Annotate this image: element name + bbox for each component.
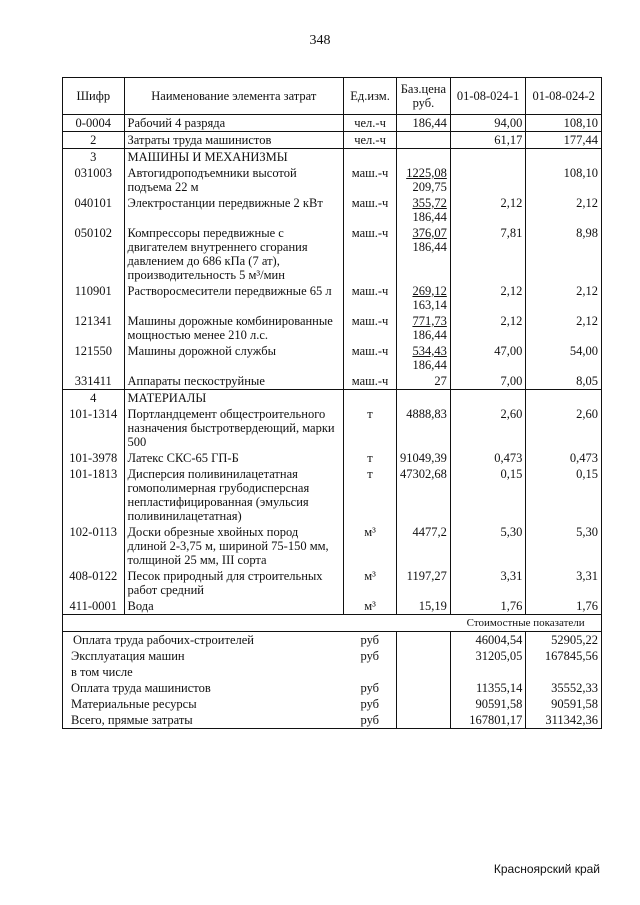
cell-base-price bbox=[396, 225, 450, 283]
cell-col2: 2,12 bbox=[526, 195, 602, 225]
summary-caption: Стоимостные показатели bbox=[450, 615, 601, 632]
cell-col1: 1,76 bbox=[450, 598, 526, 615]
summary-spacer bbox=[396, 712, 450, 729]
cell-base-price bbox=[396, 524, 450, 568]
table-row bbox=[63, 283, 602, 313]
cell-col2: 0,473 bbox=[526, 450, 602, 466]
cell-unit: чел.-ч bbox=[344, 115, 397, 132]
summary-label: Всего, прямые затраты bbox=[63, 712, 344, 729]
base-price-value: 15,19 bbox=[418, 599, 447, 613]
cell-code: 031003 bbox=[63, 165, 125, 195]
summary-label: Материальные ресурсы bbox=[63, 696, 344, 712]
cell-name: Латекс СКС-65 ГП-Б bbox=[124, 450, 344, 466]
base-price-value: 376,07 bbox=[412, 226, 447, 240]
cell-col2: 108,10 bbox=[526, 115, 602, 132]
base-price-labor-value: 186,44 bbox=[412, 210, 447, 224]
base-price-value: 269,12 bbox=[412, 284, 447, 298]
base-price-value: 534,43 bbox=[412, 344, 447, 358]
table-header-row bbox=[63, 78, 602, 115]
cell-unit: маш.-ч bbox=[344, 165, 397, 195]
cell-col2: 2,12 bbox=[526, 313, 602, 343]
cell-col2: 2,12 bbox=[526, 283, 602, 313]
cell-col1 bbox=[450, 165, 526, 195]
base-price-value: 4477,2 bbox=[412, 525, 447, 539]
summary-col1: 11355,14 bbox=[450, 680, 526, 696]
summary-row bbox=[63, 632, 602, 649]
cell-name: Автогидроподъемники высотой подъема 22 м bbox=[124, 165, 344, 195]
cell-name: Растворосмесители передвижные 65 л bbox=[124, 283, 344, 313]
summary-col1: 46004,54 bbox=[450, 632, 526, 649]
table-row bbox=[63, 524, 602, 568]
cell-name: Вода bbox=[124, 598, 344, 615]
base-price-labor-value: 186,44 bbox=[412, 328, 447, 342]
cell-name: Электростанции передвижные 2 кВт bbox=[124, 195, 344, 225]
cell-name: Аппараты пескоструйные bbox=[124, 373, 344, 390]
summary-row bbox=[63, 648, 602, 664]
summary-row bbox=[63, 696, 602, 712]
table-row bbox=[63, 373, 602, 390]
table-row bbox=[63, 149, 602, 166]
cell-name: Машины дорожные комбинированные мощностью менее 210 л.с. bbox=[124, 313, 344, 343]
summary-col2: 35552,33 bbox=[526, 680, 602, 696]
base-price-labor-value: 186,44 bbox=[412, 358, 447, 372]
cell-base-price bbox=[396, 598, 450, 615]
cell-unit: маш.-ч bbox=[344, 373, 397, 390]
summary-row bbox=[63, 680, 602, 696]
summary-label: Оплата труда машинистов bbox=[63, 680, 344, 696]
cell-col2: 108,10 bbox=[526, 165, 602, 195]
base-price-labor-value: 209,75 bbox=[412, 180, 447, 194]
cell-name: Затраты труда машинистов bbox=[124, 132, 344, 149]
header-code: Шифр bbox=[63, 78, 125, 115]
cell-col2: 54,00 bbox=[526, 343, 602, 373]
header-base-price: Баз.цена руб. bbox=[396, 78, 450, 115]
cell-name: МАШИНЫ И МЕХАНИЗМЫ bbox=[124, 149, 344, 166]
summary-spacer bbox=[396, 664, 450, 680]
header-col2: 01-08-024-2 bbox=[526, 78, 602, 115]
summary-unit bbox=[344, 664, 397, 680]
cell-base-price bbox=[396, 195, 450, 225]
cell-base-price bbox=[396, 115, 450, 132]
base-price-value: 4888,83 bbox=[406, 407, 447, 421]
cell-unit bbox=[344, 149, 397, 166]
cell-code: 2 bbox=[63, 132, 125, 149]
cell-base-price bbox=[396, 343, 450, 373]
summary-col2: 311342,36 bbox=[526, 712, 602, 729]
base-price-value: 27 bbox=[434, 374, 447, 388]
table-row bbox=[63, 195, 602, 225]
base-price-value: 1197,27 bbox=[406, 569, 447, 583]
cell-col2: 3,31 bbox=[526, 568, 602, 598]
cell-col1: 7,81 bbox=[450, 225, 526, 283]
cell-name: Рабочий 4 разряда bbox=[124, 115, 344, 132]
cell-col1 bbox=[450, 390, 526, 407]
table-row bbox=[63, 568, 602, 598]
base-price-value: 771,73 bbox=[412, 314, 447, 328]
summary-col1: 167801,17 bbox=[450, 712, 526, 729]
cell-col2: 177,44 bbox=[526, 132, 602, 149]
page-number: 348 bbox=[309, 33, 331, 48]
cell-col1: 3,31 bbox=[450, 568, 526, 598]
summary-unit: руб bbox=[360, 697, 380, 711]
cell-base-price bbox=[396, 149, 450, 166]
cell-col2: 1,76 bbox=[526, 598, 602, 615]
cell-code: 121341 bbox=[63, 313, 125, 343]
cell-base-price bbox=[396, 406, 450, 450]
cell-col2: 0,15 bbox=[526, 466, 602, 524]
cell-unit: маш.-ч bbox=[344, 225, 397, 283]
summary-spacer bbox=[396, 632, 450, 649]
summary-unit: руб bbox=[360, 681, 380, 695]
base-price-value: 186,44 bbox=[412, 116, 447, 130]
cell-code: 0-0004 bbox=[63, 115, 125, 132]
cell-col1: 61,17 bbox=[450, 132, 526, 149]
cell-code: 101-3978 bbox=[63, 450, 125, 466]
summary-col2: 167845,56 bbox=[526, 648, 602, 664]
base-price-labor-value: 186,44 bbox=[412, 240, 447, 254]
header-col1: 01-08-024-1 bbox=[450, 78, 526, 115]
base-price-value: 91049,39 bbox=[399, 451, 447, 465]
cell-code: 050102 bbox=[63, 225, 125, 283]
cell-col2: 8,05 bbox=[526, 373, 602, 390]
summary-col1: 31205,05 bbox=[450, 648, 526, 664]
cell-code: 110901 bbox=[63, 283, 125, 313]
summary-unit: руб bbox=[360, 713, 380, 727]
cell-code: 121550 bbox=[63, 343, 125, 373]
summary-row bbox=[63, 712, 602, 729]
cell-base-price bbox=[396, 165, 450, 195]
cell-unit: чел.-ч bbox=[344, 132, 397, 149]
summary-label: в том числе bbox=[63, 664, 344, 680]
summary-label: Эксплуатация машин bbox=[63, 648, 344, 664]
cell-base-price bbox=[396, 132, 450, 149]
summary-col1 bbox=[450, 664, 526, 680]
cell-col1: 94,00 bbox=[450, 115, 526, 132]
cell-unit: т bbox=[344, 450, 397, 466]
cell-unit: маш.-ч bbox=[344, 283, 397, 313]
cell-code: 4 bbox=[63, 390, 125, 407]
summary-caption-spacer bbox=[63, 615, 451, 632]
cell-base-price bbox=[396, 283, 450, 313]
header-unit: Ед.изм. bbox=[344, 78, 397, 115]
base-price-value: 47302,68 bbox=[399, 467, 447, 481]
table-row bbox=[63, 225, 602, 283]
cell-base-price bbox=[396, 373, 450, 390]
table-row bbox=[63, 165, 602, 195]
cell-unit: м³ bbox=[344, 568, 397, 598]
cell-col2: 8,98 bbox=[526, 225, 602, 283]
table-row bbox=[63, 466, 602, 524]
summary-unit: руб bbox=[360, 633, 380, 647]
cell-unit: т bbox=[344, 406, 397, 450]
cell-col1: 2,60 bbox=[450, 406, 526, 450]
summary-caption-row bbox=[63, 615, 602, 632]
cell-col1 bbox=[450, 149, 526, 166]
cell-code: 040101 bbox=[63, 195, 125, 225]
cell-col1: 2,12 bbox=[450, 283, 526, 313]
summary-spacer bbox=[396, 696, 450, 712]
cell-name: Дисперсия поливинилацетатная гомополимерная грубодисперсная непластифицированная (эмульсия поливинилацетатная) bbox=[124, 466, 344, 524]
cell-code: 331411 bbox=[63, 373, 125, 390]
cell-base-price bbox=[396, 450, 450, 466]
cell-unit: т bbox=[344, 466, 397, 524]
table-row bbox=[63, 343, 602, 373]
table-row bbox=[63, 115, 602, 132]
cell-col1: 5,30 bbox=[450, 524, 526, 568]
summary-spacer bbox=[396, 680, 450, 696]
cell-code: 411-0001 bbox=[63, 598, 125, 615]
cell-code: 101-1813 bbox=[63, 466, 125, 524]
cell-base-price bbox=[396, 390, 450, 407]
table-row bbox=[63, 598, 602, 615]
cell-base-price bbox=[396, 568, 450, 598]
cell-name: Песок природный для строительных работ средний bbox=[124, 568, 344, 598]
cell-code: 3 bbox=[63, 149, 125, 166]
table-row bbox=[63, 132, 602, 149]
cell-col1: 2,12 bbox=[450, 313, 526, 343]
cell-name: Машины дорожной службы bbox=[124, 343, 344, 373]
cell-unit bbox=[344, 390, 397, 407]
cell-col2 bbox=[526, 149, 602, 166]
cell-col2: 5,30 bbox=[526, 524, 602, 568]
cell-col1: 0,15 bbox=[450, 466, 526, 524]
cell-unit: маш.-ч bbox=[344, 313, 397, 343]
summary-col2: 90591,58 bbox=[526, 696, 602, 712]
base-price-value: 1225,08 bbox=[406, 166, 447, 180]
summary-col2: 52905,22 bbox=[526, 632, 602, 649]
summary-label: Оплата труда рабочих-строителей bbox=[63, 632, 344, 649]
summary-row bbox=[63, 664, 602, 680]
cell-col1: 47,00 bbox=[450, 343, 526, 373]
cell-code: 102-0113 bbox=[63, 524, 125, 568]
cell-base-price bbox=[396, 313, 450, 343]
cell-unit: м³ bbox=[344, 524, 397, 568]
cell-col1: 0,473 bbox=[450, 450, 526, 466]
region-footer: Красноярский край bbox=[493, 862, 600, 876]
cell-col2 bbox=[526, 390, 602, 407]
cell-code: 408-0122 bbox=[63, 568, 125, 598]
summary-spacer bbox=[396, 648, 450, 664]
base-price-labor-value: 163,14 bbox=[412, 298, 447, 312]
cell-name: Портландцемент общестроительного назначения быстротвердеющий, марки 500 bbox=[124, 406, 344, 450]
cell-name: МАТЕРИАЛЫ bbox=[124, 390, 344, 407]
cell-code: 101-1314 bbox=[63, 406, 125, 450]
header-name: Наименование элемента затрат bbox=[124, 78, 344, 115]
cell-col1: 7,00 bbox=[450, 373, 526, 390]
cell-unit: маш.-ч bbox=[344, 343, 397, 373]
table-row bbox=[63, 450, 602, 466]
cell-unit: маш.-ч bbox=[344, 195, 397, 225]
base-price-value: 355,72 bbox=[412, 196, 447, 210]
table-row bbox=[63, 313, 602, 343]
cell-base-price bbox=[396, 466, 450, 524]
cell-name: Доски обрезные хвойных пород длиной 2-3,75 м, шириной 75-150 мм, толщиной 25 мм, III сорта bbox=[124, 524, 344, 568]
cell-unit: м³ bbox=[344, 598, 397, 615]
cell-name: Компрессоры передвижные с двигателем внутреннего сгорания давлением до 686 кПа (7 ат), производительность 5 м³/мин bbox=[124, 225, 344, 283]
summary-unit: руб bbox=[360, 649, 380, 663]
table-row bbox=[63, 406, 602, 450]
summary-col1: 90591,58 bbox=[450, 696, 526, 712]
cell-col1: 2,12 bbox=[450, 195, 526, 225]
cell-col2: 2,60 bbox=[526, 406, 602, 450]
summary-col2 bbox=[526, 664, 602, 680]
table-row bbox=[63, 390, 602, 407]
cost-table bbox=[62, 77, 602, 729]
